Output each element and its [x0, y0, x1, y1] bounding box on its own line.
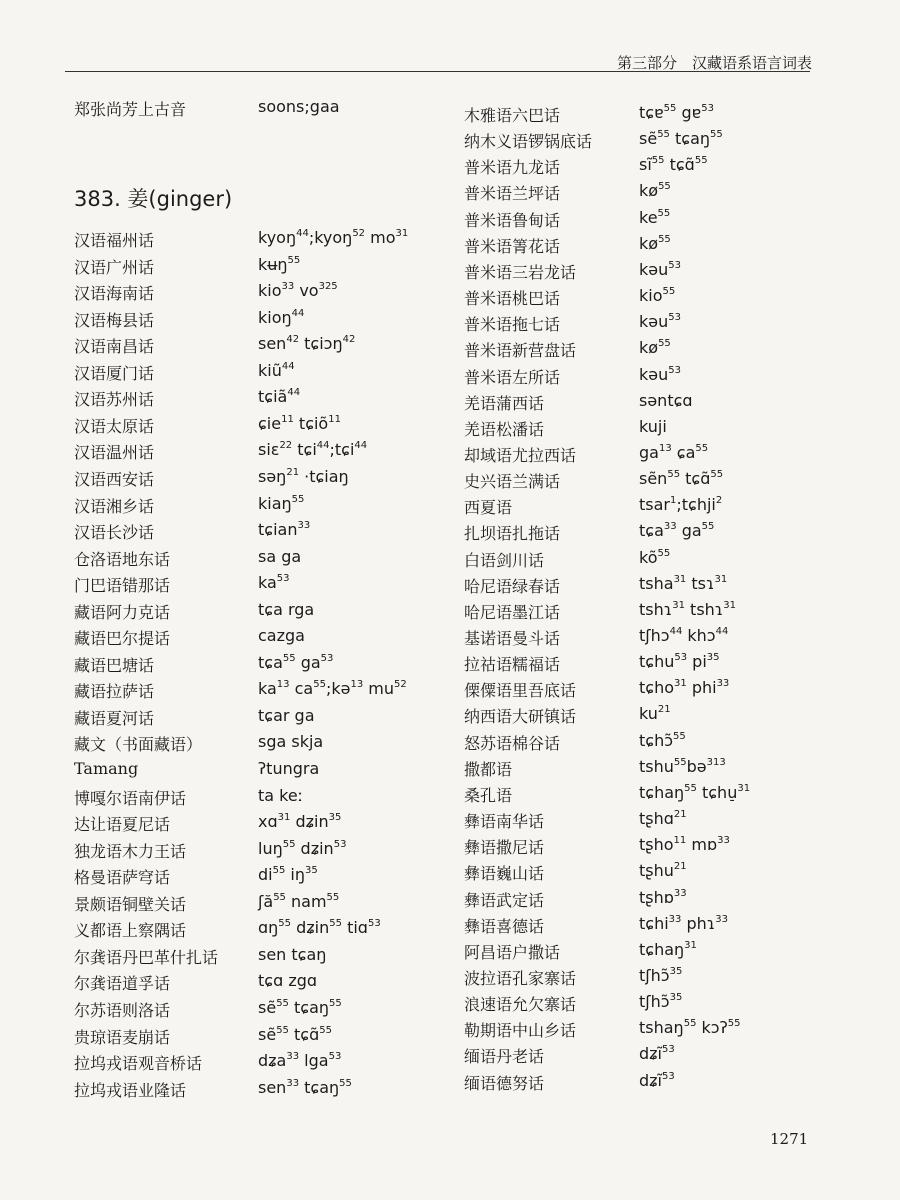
language-name: 汉语湘乡话 — [74, 496, 155, 516]
language-name: 汉语苏州话 — [74, 390, 155, 410]
word-form: tʂhɒ$^{33}$ — [639, 887, 687, 907]
word-form: kuji — [639, 416, 667, 436]
word-form: $kø^{55}$ — [639, 338, 671, 358]
header-rule — [65, 71, 810, 72]
language-name: 纳西语大研镇话 — [464, 707, 577, 727]
language-name: 藏语阿力克话 — [74, 602, 171, 622]
word-form: səŋ$^{21}$ ·tɕiaŋ — [258, 466, 349, 486]
word-form: ta keː — [258, 785, 304, 805]
word-form: siɛ$^{22}$ tɕi$^{44}$;tɕi$^{44}$ — [258, 440, 368, 460]
language-name: 藏语拉萨话 — [74, 682, 155, 702]
word-form: səntɕɑ — [639, 390, 693, 410]
language-name: 普米语拖七话 — [464, 315, 561, 335]
language-name: 义都语上察隅话 — [74, 921, 187, 941]
word-form: ɕie$^{11}$ tɕiõ$^{11}$ — [258, 413, 341, 433]
word-form: kiũ$^{44}$ — [258, 360, 295, 380]
language-name: 尔龚语道孚话 — [74, 974, 171, 994]
language-name: 浪速语允欠寨话 — [464, 995, 577, 1015]
language-name: 白语剑川话 — [464, 550, 545, 570]
word-form: tshaŋ$^{55}$ kɔʔ$^{55}$ — [639, 1018, 741, 1038]
word-form: sẽ$^{55}$ tɕaŋ$^{55}$ — [258, 997, 342, 1017]
word-form: $sĩ^{55}$ tɕɑ̃$^{55}$ — [639, 155, 708, 175]
word-form: sen$^{42}$ tɕiɔŋ$^{42}$ — [258, 334, 356, 354]
language-name: 彝语喜德话 — [464, 916, 545, 936]
word-form: tɕhɔ̃$^{55}$ — [639, 730, 686, 750]
language-name: 博嘎尔语南伊话 — [74, 788, 187, 808]
word-form: $kõ^{55}$ — [639, 547, 671, 567]
language-name: 尔龚语丹巴革什扎话 — [74, 947, 219, 967]
language-name: 普米语兰坪话 — [464, 184, 561, 204]
word-form: cazga — [258, 626, 305, 646]
word-form: tʂho$^{11}$ mɒ$^{33}$ — [639, 835, 730, 855]
word-form: tsha$^{31}$ tsɿ$^{31}$ — [639, 573, 728, 593]
language-name: 贵琼语麦崩话 — [74, 1027, 171, 1047]
language-name: 怒苏语棉谷话 — [464, 733, 561, 753]
word-form: kəu$^{53}$ — [639, 364, 681, 384]
word-form: kʉŋ$^{55}$ — [258, 254, 301, 274]
word-form: tʃhɔ$^{44}$ khɔ$^{44}$ — [639, 626, 729, 645]
language-name: 彝语武定话 — [464, 890, 545, 910]
language-name: 汉语厦门话 — [74, 363, 155, 383]
language-name: 普米语九龙话 — [464, 158, 561, 178]
language-name: 藏语巴塘话 — [74, 655, 155, 675]
language-name: 普米语鲁甸话 — [464, 210, 561, 230]
word-form: tɕhaŋ$^{31}$ — [639, 939, 697, 959]
word-form: tɕa$^{55}$ $ga^{53}$ — [258, 652, 334, 672]
word-form: tɕɑ zgɑ — [258, 971, 318, 991]
word-form: dʑa$^{33}$ lga$^{53}$ — [258, 1051, 342, 1071]
language-name: 达让语夏尼话 — [74, 815, 171, 835]
language-name: 勒期语中山乡话 — [464, 1021, 577, 1041]
page-number: 1271 — [770, 1130, 809, 1148]
language-name: 汉语广州话 — [74, 257, 155, 277]
word-form: tʃhɔ̃$^{35}$ — [639, 965, 683, 985]
word-form: $kø^{55}$ — [639, 181, 671, 201]
language-name: 扎坝语扎拖话 — [464, 524, 561, 544]
language-name: 普米语新营盘话 — [464, 341, 577, 361]
word-form: sen$^{33}$ tɕaŋ$^{55}$ — [258, 1077, 352, 1097]
word-form: tɕian$^{33}$ — [258, 520, 311, 540]
language-name: 仓洛语地东话 — [74, 549, 171, 569]
language-name: 普米语三岩龙话 — [464, 262, 577, 282]
word-form: tshɿ$^{31}$ tshɿ$^{31}$ — [639, 599, 737, 619]
word-form: dʑĩ$^{53}$ — [639, 1044, 675, 1064]
language-name: 独龙语木力王话 — [74, 841, 187, 861]
language-name: 普米语左所话 — [464, 367, 561, 387]
language-name: 西夏语 — [464, 498, 513, 518]
language-name: 藏语夏河话 — [74, 708, 155, 728]
language-name: 羌语蒲西话 — [464, 393, 545, 413]
word-form: sẽn$^{55}$ tɕɑ̃$^{55}$ — [639, 469, 724, 489]
word-form: sẽ$^{55}$ tɕaŋ$^{55}$ — [639, 129, 723, 149]
language-name: 纳木义语锣锅底话 — [464, 132, 593, 152]
word-form: tɕa$^{33}$ $ga^{55}$ — [639, 521, 715, 541]
word-form: tʃhɔ̃$^{35}$ — [639, 992, 683, 1012]
word-form: tɕho$^{31}$ phi$^{33}$ — [639, 678, 730, 698]
language-name: 拉坞戎语观音桥话 — [74, 1054, 203, 1074]
language-name: 阿昌语户撒话 — [464, 942, 561, 962]
word-form: ʔtungra — [258, 759, 320, 778]
word-form: tshu$^{55}$bə$^{313}$ — [639, 756, 726, 776]
language-name: 普米语桃巴话 — [464, 289, 561, 309]
language-name: 汉语福州话 — [74, 231, 155, 250]
language-name: 拉祜语糯福话 — [464, 655, 561, 675]
language-name: 景颇语铜壁关话 — [74, 894, 187, 914]
word-form: luŋ$^{55}$ dʑin$^{53}$ — [258, 838, 347, 858]
word-form: tʂhu$^{21}$ — [639, 861, 687, 881]
language-name: 哈尼语绿春话 — [464, 576, 561, 596]
language-name: 基诺语曼斗话 — [464, 629, 561, 648]
language-name: 羌语松潘话 — [464, 419, 545, 439]
word-form: tɕɐ$^{55}$ gɐ$^{53}$ — [639, 103, 714, 122]
word-form: kyoŋ$^{44}$;kyoŋ$^{52}$ $mo^{31}$ — [258, 228, 409, 247]
word-form: ʃă$^{55}$ nam$^{55}$ — [258, 891, 340, 911]
language-name: 汉语长沙话 — [74, 523, 155, 543]
language-name: 史兴语兰满话 — [464, 472, 561, 492]
language-name: 傈僳语里吾底话 — [464, 681, 577, 701]
word-form: kəu$^{53}$ — [639, 312, 681, 332]
language-name: 却域语尤拉西话 — [464, 445, 577, 465]
word-form: soons;gaa — [258, 97, 340, 116]
word-form: sga skja — [258, 732, 324, 752]
word-form: tɕhaŋ$^{55}$ tɕhu̠$^{31}$ — [639, 782, 751, 802]
language-name: 汉语太原话 — [74, 416, 155, 436]
entry-title: 383. 姜(ginger) — [74, 187, 233, 211]
language-name: 尔苏语则洛话 — [74, 1000, 171, 1020]
language-name: 撒都语 — [464, 759, 513, 779]
word-form: $kø^{55}$ — [639, 233, 671, 253]
language-name: 木雅语六巴话 — [464, 106, 561, 125]
running-head: 第三部分 汉藏语系语言词表 — [616, 54, 812, 72]
word-form: tɕiã$^{44}$ — [258, 387, 301, 407]
language-name: 拉坞戎语业隆话 — [74, 1080, 187, 1100]
language-name: 汉语温州话 — [74, 443, 155, 463]
word-form: tɕhu$^{53}$ $pi^{35}$ — [639, 652, 720, 672]
word-form: $ke^{55}$ — [639, 207, 671, 227]
word-form: tɕar ga — [258, 705, 315, 725]
word-form: xɑ$^{31}$ dʑin$^{35}$ — [258, 812, 342, 832]
language-name: 门巴语错那话 — [74, 576, 171, 596]
language-name: 彝语巍山话 — [464, 864, 545, 884]
language-name: 藏文（书面藏语） — [74, 735, 203, 755]
word-form: $ku^{21}$ — [639, 704, 671, 724]
word-form: sen tɕaŋ — [258, 944, 327, 964]
language-name: 波拉语孔家寨话 — [464, 968, 577, 988]
language-name: 汉语海南话 — [74, 284, 155, 304]
word-form: dʑĩ$^{53}$ — [639, 1070, 675, 1090]
word-form: $ga^{13}$ ɕa$^{55}$ — [639, 442, 709, 462]
language-name: 普米语箐花话 — [464, 236, 561, 256]
word-form: $di^{55}$ $iŋ^{35}$ — [258, 865, 318, 885]
language-name: 格曼语萨穹话 — [74, 868, 171, 888]
language-name: 缅语丹老话 — [464, 1047, 545, 1067]
language-name: 哈尼语墨江话 — [464, 602, 561, 622]
language-name: 汉语梅县话 — [74, 310, 155, 330]
word-form: kiaŋ$^{55}$ — [258, 493, 305, 513]
language-name: 彝语撒尼话 — [464, 838, 545, 858]
word-form: sa ga — [258, 546, 302, 566]
word-form: kio$^{33}$ $vo^{325}$ — [258, 281, 338, 301]
language-name: Tamang — [74, 759, 139, 778]
word-form: $ka^{13}$ $ca^{55};kə^{13}$ $mu^{52}$ — [258, 679, 407, 699]
word-form: tɕa rga — [258, 599, 315, 619]
word-form: tɕhi$^{33}$ phɿ$^{33}$ — [639, 913, 728, 933]
language-name: 汉语南昌话 — [74, 337, 155, 357]
word-form: kio$^{55}$ — [639, 286, 676, 306]
language-name: 缅语德努话 — [464, 1073, 545, 1093]
language-name: 彝语南华话 — [464, 812, 545, 832]
language-name: 郑张尚芳上古音 — [74, 100, 187, 119]
word-form: tʂhɑ$^{21}$ — [639, 809, 687, 829]
language-name: 桑孔语 — [464, 785, 513, 805]
language-name: 藏语巴尔提话 — [74, 629, 171, 649]
word-form: tsar$^1$;tɕhji$^2$ — [639, 495, 723, 515]
language-name: 汉语西安话 — [74, 469, 155, 489]
word-form: $ka^{53}$ — [258, 573, 290, 593]
word-form: sẽ$^{55}$ tɕɑ̃$^{55}$ — [258, 1024, 332, 1044]
word-form: kəu$^{53}$ — [639, 259, 681, 279]
word-form: kioŋ$^{44}$ — [258, 307, 305, 327]
word-form: ɑŋ$^{55}$ dʑin$^{55}$ tiɑ$^{53}$ — [258, 918, 381, 938]
